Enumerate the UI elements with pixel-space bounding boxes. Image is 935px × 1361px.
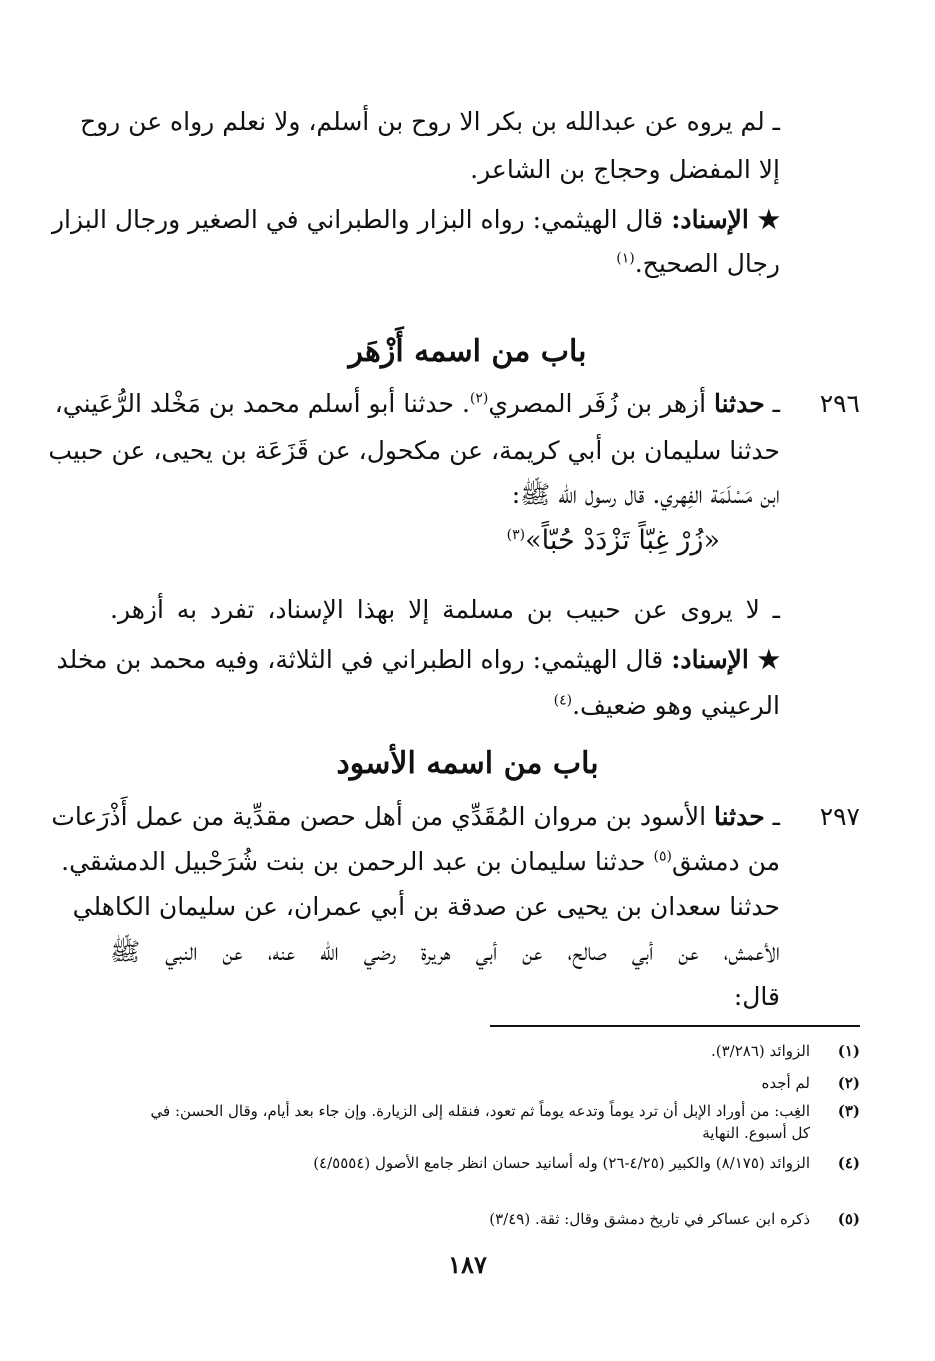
footnote xyxy=(70,1100,860,1122)
page-number: ١٨٧ xyxy=(448,1250,487,1279)
text-line: إلا المفضل وحجاج بن الشاعر. xyxy=(470,155,780,184)
footnote-ref: (١) xyxy=(616,250,635,267)
footnote-text: الغِب: من أوراد الإبل أن ترد يوماً وتدعه يوماً ثم تعود، فنقله إلى الزيارة. وإن جاء بعد أيام، وقال الحسن: في xyxy=(150,1102,810,1120)
haddathana: حدثنا xyxy=(714,389,765,418)
haddathana: حدثنا xyxy=(714,802,765,831)
isnad-label: ★ الإسناد: xyxy=(671,205,780,234)
isnad-line xyxy=(56,640,780,680)
isnad-text: قال الهيثمي: رواه الطبراني في الثلاثة، وفيه محمد بن مخلد xyxy=(56,645,664,674)
text-span: من دمشق xyxy=(671,847,780,876)
text-line: حدثنا سعدان بن يحيى عن صدقة بن أبي عمران، عن سليمان الكاهلي xyxy=(72,892,780,921)
dash: ـ xyxy=(772,802,780,831)
footnote-ref: (٣) xyxy=(506,527,526,543)
footnote-number: (٢) xyxy=(837,1074,860,1092)
text-line: ـ لا يروى عن حبيب بن مسلمة إلا بهذا الإسناد، تفرد به أزهر. xyxy=(110,595,780,624)
footnote-continuation xyxy=(70,1122,860,1144)
footnote-divider xyxy=(490,1025,860,1027)
footnote-text: ذكره ابن عساكر في تاريخ دمشق وقال: ثقة. (٣/٤٩) xyxy=(489,1210,810,1228)
text-span: أزهر بن زُفَر المصري xyxy=(488,389,707,418)
footnote xyxy=(70,1040,860,1062)
text-span: . حدثنا أبو أسلم محمد بن مَخْلد الرُّعَيني، xyxy=(54,389,470,418)
hadith-quote xyxy=(507,521,720,561)
isnad-label: ★ الإسناد: xyxy=(671,645,780,674)
footnote xyxy=(70,1072,860,1094)
text-span: الأسود بن مروان المُقَدِّي من أهل حصن مقدِّية من عمل أَذْرَعات xyxy=(51,802,707,831)
text-line xyxy=(110,686,780,726)
footnote-ref: (٥) xyxy=(653,848,672,865)
footnote-text: الزوائد (٨/١٧٥) والكبير (٤/٢٥-٢٦) وله أسانيد حسان انظر جامع الأصول (٤/٥٥٥٤) xyxy=(313,1154,810,1172)
footnote xyxy=(70,1152,860,1174)
text-line xyxy=(61,842,780,882)
dash: ـ xyxy=(772,389,780,418)
text-line: حدثنا سليمان بن أبي كريمة، عن مكحول، عن قَزَعَة بن يحيى، عن حبيب xyxy=(48,436,780,465)
quote-text: «زُرْ غِبّاً تَزْدَدْ حُبّاً» xyxy=(525,525,720,556)
hadith-number: ٢٩٦ xyxy=(819,389,860,418)
hadith-number: ٢٩٧ xyxy=(819,802,860,831)
text-line: ابن مَسْلَمَة الفِهري. قال رسول الله ﷺ: xyxy=(511,480,780,509)
footnote xyxy=(70,1208,860,1230)
chapter-heading: باب من اسمه أَزْهَر xyxy=(348,334,587,369)
text-span: الرعيني وهو ضعيف. xyxy=(572,691,780,720)
hadith-first-line xyxy=(51,797,860,837)
chapter-heading: باب من اسمه الأسود xyxy=(336,746,599,781)
isnad-line xyxy=(51,200,780,240)
text-span: رجال الصحيح. xyxy=(634,249,780,278)
footnote-number: (٣) xyxy=(837,1102,860,1120)
text-span: حدثنا سليمان بن عبد الرحمن بن بنت شُرَحْبيل الدمشقي. xyxy=(61,847,646,876)
footnote-ref: (٢) xyxy=(469,390,489,407)
footnote-ref: (٤) xyxy=(553,692,573,709)
text-line: ـ لم يروه عن عبدالله بن بكر الا روح بن أسلم، ولا نعلم رواه عن روح xyxy=(79,107,780,136)
hadith-first-line xyxy=(54,384,860,424)
footnote-number: (٤) xyxy=(837,1154,860,1172)
text-line: قال: xyxy=(733,982,780,1011)
footnote-text: كل أسبوع. النهاية xyxy=(702,1124,810,1142)
text-line xyxy=(110,244,780,284)
footnote-text: الزوائد (٣/٢٨٦). xyxy=(711,1042,810,1060)
footnote-number: (١) xyxy=(837,1042,860,1060)
isnad-text: قال الهيثمي: رواه البزار والطبراني في الصغير ورجال البزار xyxy=(51,205,664,234)
text-line: الأعمش، عن أبي صالح، عن أبي هريرة رضي الله عنه، عن النبي ﷺ xyxy=(110,937,780,966)
footnote-text: لم أجده xyxy=(761,1074,810,1092)
footnote-number: (٥) xyxy=(837,1210,860,1228)
